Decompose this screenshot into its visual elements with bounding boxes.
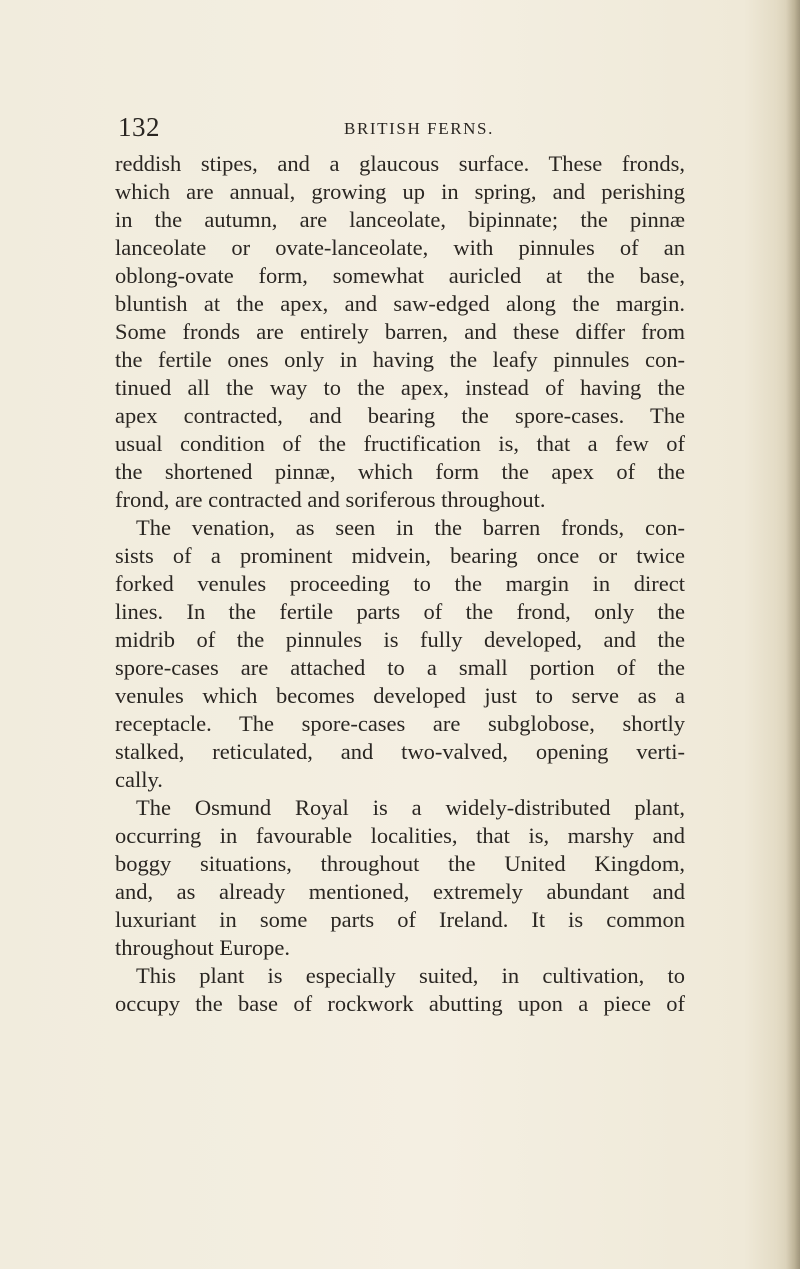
text-line: bluntish at the apex, and saw-edged along the margin.: [115, 291, 685, 316]
text-line: midrib of the pinnules is fully developed, and the: [115, 627, 685, 652]
text-line: receptacle. The spore-cases are subglobose, shortly: [115, 711, 685, 736]
paragraph-start-line: The Osmund Royal is a widely-distributed plant,: [136, 795, 685, 820]
text-line: spore-cases are attached to a small portion of the: [115, 655, 685, 680]
page-number: 132: [118, 112, 160, 142]
body-text: [115, 150, 685, 1018]
text-line: occupy the base of rockwork abutting upon a piece of: [115, 991, 685, 1016]
text-line: boggy situations, throughout the United Kingdom,: [115, 851, 685, 876]
text-line: occurring in favourable localities, that is, marshy and: [115, 823, 685, 848]
text-line: cally.: [115, 767, 163, 792]
page-header: [118, 112, 678, 146]
text-line: and, as already mentioned, extremely abundant and: [115, 879, 685, 904]
text-line: luxuriant in some parts of Ireland. It is common: [115, 907, 685, 932]
text-line: venules which becomes developed just to serve as a: [115, 683, 685, 708]
paragraph-start-line: The venation, as seen in the barren fronds, con-: [136, 515, 685, 540]
text-line: tinued all the way to the apex, instead of having the: [115, 375, 685, 400]
text-line: lanceolate or ovate-lanceolate, with pinnules of an: [115, 235, 685, 260]
text-line: throughout Europe.: [115, 935, 290, 960]
text-line: in the autumn, are lanceolate, bipinnate; the pinnæ: [115, 207, 685, 232]
text-line: sists of a prominent midvein, bearing once or twice: [115, 543, 685, 568]
text-line: the shortened pinnæ, which form the apex of the: [115, 459, 685, 484]
text-line: lines. In the fertile parts of the frond, only the: [115, 599, 685, 624]
paragraph-start-line: This plant is especially suited, in cultivation, to: [136, 963, 685, 988]
text-line: oblong-ovate form, somewhat auricled at the base,: [115, 263, 685, 288]
text-line: apex contracted, and bearing the spore-cases. The: [115, 403, 685, 428]
text-line: stalked, reticulated, and two-valved, opening verti-: [115, 739, 685, 764]
text-line: the fertile ones only in having the leafy pinnules con-: [115, 347, 685, 372]
text-line: usual condition of the fructification is, that a few of: [115, 431, 685, 456]
page-edge-shadow: [786, 0, 800, 1269]
text-line: frond, are contracted and soriferous throughout.: [115, 487, 546, 512]
text-line: forked venules proceeding to the margin in direct: [115, 571, 685, 596]
text-line: which are annual, growing up in spring, and perishing: [115, 179, 685, 204]
running-title: BRITISH FERNS.: [344, 119, 494, 138]
text-line: Some fronds are entirely barren, and these differ from: [115, 319, 685, 344]
text-line: reddish stipes, and a glaucous surface. These fronds,: [115, 151, 685, 176]
